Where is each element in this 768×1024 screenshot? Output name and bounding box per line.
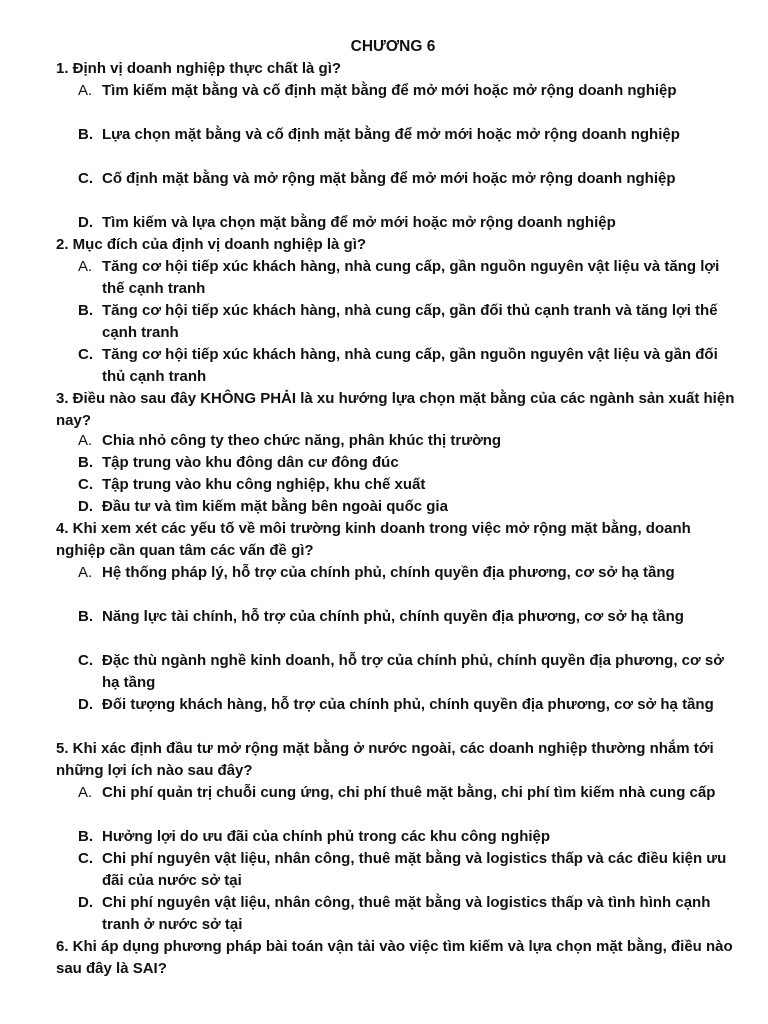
option-3a: A. Chia nhỏ công ty theo chức năng, phân khúc thị trường bbox=[78, 432, 502, 449]
chapter-title: CHƯƠNG 6 bbox=[350, 38, 436, 55]
option-5c: C. Chi phí nguyên vật liệu, nhân công, thuê mặt bằng và logistics thấp và các điều kiện ưu đãi của nước sở tại bbox=[78, 850, 727, 889]
question-2: 2. Mục đích của định vị doanh nghiệp là gì? bbox=[56, 236, 367, 253]
option-4b: B. Năng lực tài chính, hỗ trợ của chính phủ, chính quyền địa phương, cơ sở hạ tầng bbox=[78, 608, 684, 625]
question-1: 1. Định vị doanh nghiệp thực chất là gì? bbox=[56, 60, 342, 77]
option-3d: D. Đầu tư và tìm kiếm mặt bằng bên ngoài quốc gia bbox=[78, 498, 448, 515]
option-5b: B. Hưởng lợi do ưu đãi của chính phủ trong các khu công nghiệp bbox=[78, 828, 551, 845]
option-3b: B. Tập trung vào khu đông dân cư đông đúc bbox=[78, 454, 399, 471]
option-2b: B. Tăng cơ hội tiếp xúc khách hàng, nhà cung cấp, gần đối thủ cạnh tranh và tăng lợi thế cạnh tranh bbox=[78, 302, 718, 341]
question-6: 6. Khi áp dụng phương pháp bài toán vận tải vào việc tìm kiếm và lựa chọn mặt bằng, điều nào sau đây là SAI? bbox=[56, 938, 733, 977]
option-1d: D. Tìm kiếm và lựa chọn mặt bằng để mở mới hoặc mở rộng doanh nghiệp bbox=[78, 214, 616, 231]
question-5: 5. Khi xác định đầu tư mở rộng mặt bằng ở nước ngoài, các doanh nghiệp thường nhắm tới những lợi ích nào sau đây? bbox=[56, 740, 714, 779]
option-1b: B. Lựa chọn mặt bằng và cố định mặt bằng để mở mới hoặc mở rộng doanh nghiệp bbox=[78, 126, 680, 143]
option-4d: D. Đối tượng khách hàng, hỗ trợ của chính phủ, chính quyền địa phương, cơ sở hạ tầng bbox=[78, 696, 714, 713]
option-2c: C. Tăng cơ hội tiếp xúc khách hàng, nhà cung cấp, gần nguồn nguyên vật liệu và gần đối thủ cạnh tranh bbox=[78, 346, 718, 385]
option-2a: A. Tăng cơ hội tiếp xúc khách hàng, nhà cung cấp, gần nguồn nguyên vật liệu và tăng lợi thế cạnh tranh bbox=[78, 258, 720, 297]
option-4a: A. Hệ thống pháp lý, hỗ trợ của chính phủ, chính quyền địa phương, cơ sở hạ tầng bbox=[78, 564, 675, 581]
question-4: 4. Khi xem xét các yếu tố về môi trường kinh doanh trong việc mở rộng mặt bằng, doanh nghiệp cần quan tâm các vấn đề gì? bbox=[56, 520, 691, 559]
option-5a: A. Chi phí quản trị chuỗi cung ứng, chi phí thuê mặt bằng, chi phí tìm kiếm nhà cung cấp bbox=[78, 784, 716, 801]
option-5d: D. Chi phí nguyên vật liệu, nhân công, thuê mặt bằng và logistics thấp và tình hình cạnh tranh ở nước sở tại bbox=[78, 894, 711, 933]
option-3c: C. Tập trung vào khu công nghiệp, khu chế xuất bbox=[78, 476, 426, 493]
option-4c: C. Đặc thù ngành nghề kinh doanh, hỗ trợ của chính phủ, chính quyền địa phương, cơ sở hạ tầng bbox=[78, 652, 724, 691]
question-3: 3. Điều nào sau đây KHÔNG PHẢI là xu hướng lựa chọn mặt bằng của các ngành sản xuất hiện nay? bbox=[56, 390, 735, 429]
option-1c: C. Cố định mặt bằng và mở rộng mặt bằng để mở mới hoặc mở rộng doanh nghiệp bbox=[78, 170, 676, 187]
option-1a: A. Tìm kiếm mặt bằng và cố định mặt bằng để mở mới hoặc mở rộng doanh nghiệp bbox=[78, 82, 677, 99]
